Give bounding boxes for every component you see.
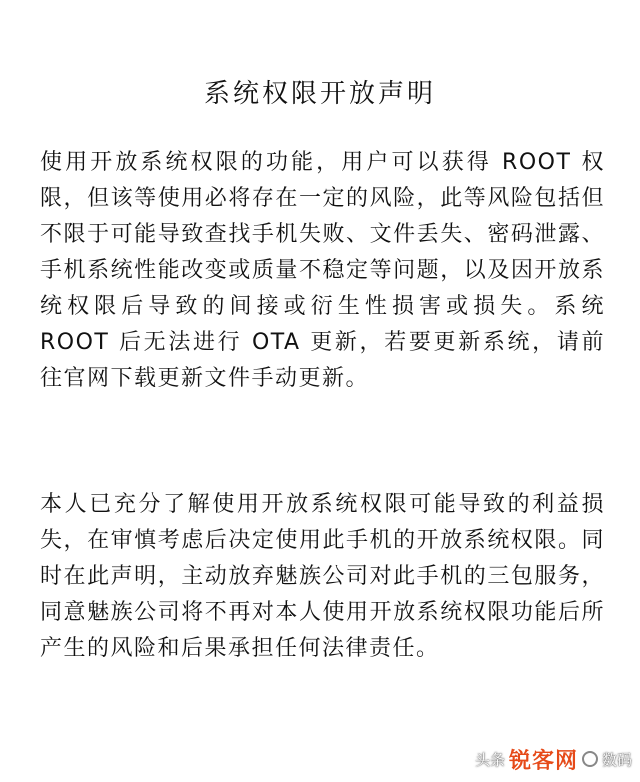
watermark bbox=[475, 744, 632, 774]
paragraph-declaration: 本人已充分了解使用开放系统权限可能导致的利益损失，在审慎考虑后决定使用此手机的开放系统权限。同时在此声明，主动放弃魅族公司对此手机的三包服务，同意魅族公司将不再对本人使用开放系统权限功能后所产生的风险和后果承担任何法律责任。 bbox=[40, 492, 605, 661]
paragraph-risk-notice: 使用开放系统权限的功能，用户可以获得 ROOT 权限，但该等使用必将存在一定的风险，此等风险包括但不限于可能导致查找手机失败、文件丢失、密码泄露、手机系统性能改变或质量不稳定等问题，以及因开放系统权限后导致的间接或衍生性损害或损失。系统 ROOT 后无法进行 OTA 更新，若要更新系统，请前往官网下载更新文件手动更新。 bbox=[40, 150, 605, 391]
watermark-prefix: 头条 bbox=[474, 750, 505, 769]
watermark-logo: 锐客网 bbox=[508, 748, 578, 774]
watermark-suffix: 数码 bbox=[601, 750, 632, 769]
watermark-circle-icon bbox=[582, 751, 598, 767]
document-title: 系统权限开放声明 bbox=[203, 79, 436, 110]
